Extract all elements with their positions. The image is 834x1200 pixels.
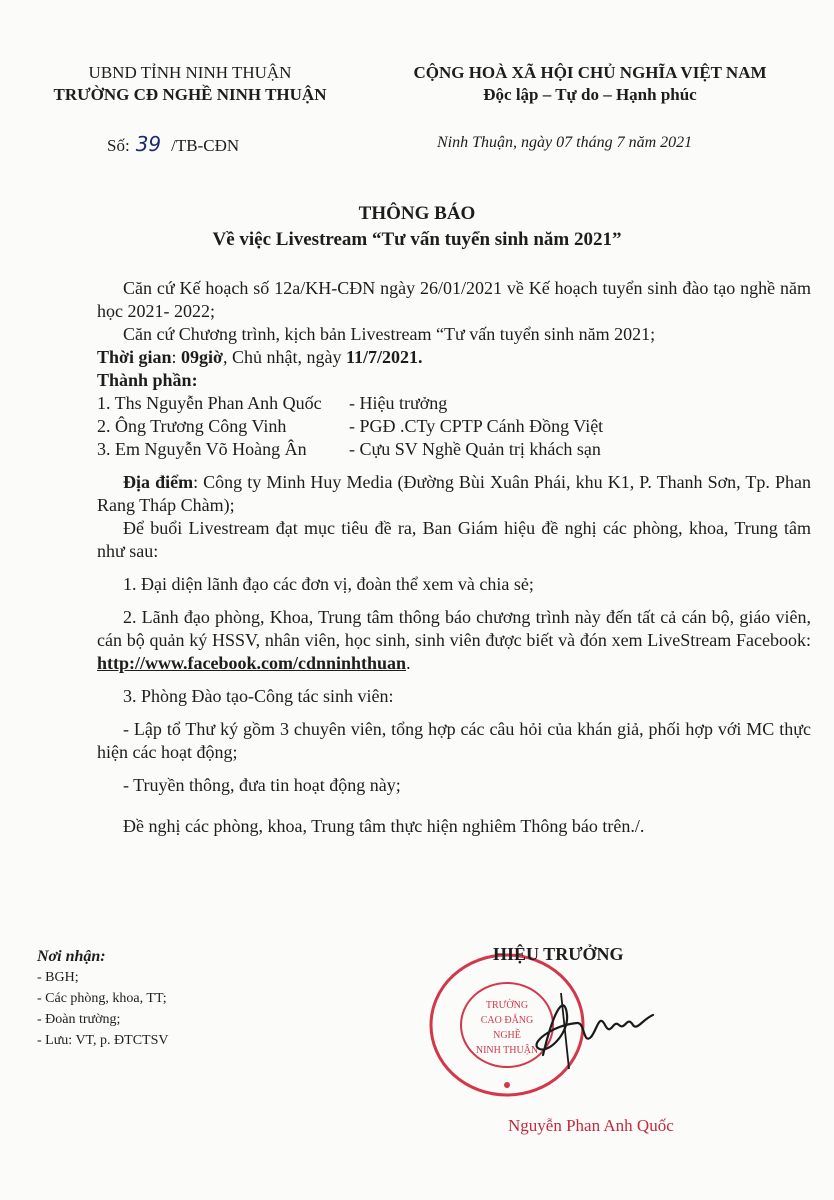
svg-text:CAO ĐẲNG: CAO ĐẲNG bbox=[480, 1015, 534, 1026]
participant-row bbox=[97, 438, 811, 461]
signer-title: HIỆU TRƯỞNG bbox=[493, 944, 624, 964]
time-day: , Chủ nhật, ngày bbox=[222, 347, 346, 367]
paragraph-basis-plan: Căn cứ Kế hoạch số 12a/KH-CĐN ngày 26/01/2021 về Kế hoạch tuyển sinh đào tạo nghề năm học 2021- 2022; bbox=[97, 278, 811, 321]
time-date: 11/7/2021. bbox=[345, 347, 423, 367]
participant-name: 2. Ông Trương Công Vinh bbox=[97, 416, 287, 436]
document-subtitle: Về việc Livestream “Tư vấn tuyển sinh năm 2021” bbox=[212, 229, 622, 250]
recipient-item: - BGH; bbox=[37, 970, 79, 985]
recipients-block bbox=[37, 946, 169, 1051]
document-number bbox=[107, 132, 239, 156]
paragraph-time bbox=[97, 346, 811, 369]
item2-text: 2. Lãnh đạo phòng, Khoa, Trung tâm thông báo chương trình này đến tất cả cán bộ, giáo viên, cán bộ quản ký HSSV, nhân viên, học sinh, sinh viên được biết và đón xem LiveStream Facebook: bbox=[97, 607, 811, 650]
location-text: : Công ty Minh Huy Media (Đường Bùi Xuân Phái, khu K1, P. Thanh Sơn, Tp. Phan Rang Tháp Chàm); bbox=[97, 472, 811, 515]
signer-name: Nguyễn Phan Anh Quốc bbox=[508, 1116, 674, 1135]
list-item-3b: - Truyền thông, đưa tin hoạt động này; bbox=[123, 775, 401, 795]
list-item-1: 1. Đại diện lãnh đạo các đơn vị, đoàn thể xem và chia sẻ; bbox=[123, 574, 534, 594]
document-date: Ninh Thuận, ngày 07 tháng 7 năm 2021 bbox=[437, 134, 693, 151]
paragraph-location bbox=[97, 471, 811, 517]
number-suffix: /TB-CĐN bbox=[171, 136, 240, 155]
issuer-province: UBND TỈNH NINH THUẬN bbox=[88, 63, 292, 82]
document-body bbox=[97, 277, 811, 838]
svg-text:NGHỀ: NGHỀ bbox=[493, 1030, 521, 1041]
number-prefix: Số: bbox=[107, 136, 130, 155]
handwritten-signature bbox=[525, 985, 665, 1075]
national-motto-block bbox=[370, 62, 810, 106]
participant-name: 1. Ths Nguyễn Phan Anh Quốc bbox=[97, 393, 322, 413]
participant-name: 3. Em Nguyễn Võ Hoàng Ân bbox=[97, 439, 307, 459]
list-item-3a: - Lập tổ Thư ký gồm 3 chuyên viên, tổng hợp các câu hỏi của khán giả, phối hợp với MC thực hiện các hoạt động; bbox=[97, 719, 811, 762]
participant-role: - Cựu SV Nghề Quản trị khách sạn bbox=[349, 439, 601, 459]
closing-paragraph: Đề nghị các phòng, khoa, Trung tâm thực hiện nghiêm Thông báo trên./. bbox=[123, 816, 645, 836]
list-item-2 bbox=[97, 606, 811, 675]
svg-text:TRƯỜNG: TRƯỜNG bbox=[485, 1000, 529, 1011]
issuer-school: TRƯỜNG CĐ NGHỀ NINH THUẬN bbox=[53, 85, 327, 104]
time-label: Thời gian bbox=[97, 347, 172, 367]
participant-row bbox=[97, 415, 811, 438]
participant-role: - PGĐ .CTy CPTP Cánh Đồng Việt bbox=[349, 416, 604, 436]
svg-text:NINH THUẬN: NINH THUẬN bbox=[475, 1045, 539, 1056]
facebook-link[interactable]: http://www.facebook.com/cdnninhthuan bbox=[97, 653, 407, 673]
participants-label: Thành phần: bbox=[97, 370, 198, 390]
recipient-item: - Đoàn trường; bbox=[37, 1012, 121, 1027]
time-sep: : bbox=[171, 347, 182, 367]
recipients-heading: Nơi nhận: bbox=[37, 948, 106, 965]
nation-title: CỘNG HOÀ XÃ HỘI CHỦ NGHĨA VIỆT NAM bbox=[413, 63, 767, 82]
item2-end: . bbox=[406, 653, 411, 673]
recipient-item: - Các phòng, khoa, TT; bbox=[37, 991, 167, 1006]
participant-row bbox=[97, 392, 811, 415]
location-label: Địa điểm bbox=[123, 472, 194, 492]
participant-role: - Hiệu trưởng bbox=[349, 393, 448, 413]
document-title: THÔNG BÁO bbox=[358, 203, 476, 224]
recipient-item: - Lưu: VT, p. ĐTCTSV bbox=[37, 1033, 169, 1048]
number-handwritten: 39 bbox=[135, 132, 162, 156]
time-hour: 09giờ bbox=[181, 347, 223, 367]
issuer-block bbox=[20, 62, 360, 106]
paragraph-goal: Để buổi Livestream đạt mục tiêu đề ra, Ban Giám hiệu đề nghị các phòng, khoa, Trung tâm như sau: bbox=[97, 518, 811, 561]
nation-motto: Độc lập – Tự do – Hạnh phúc bbox=[483, 85, 697, 104]
list-item-3: 3. Phòng Đào tạo-Công tác sinh viên: bbox=[123, 686, 394, 706]
paragraph-basis-program: Căn cứ Chương trình, kịch bản Livestream “Tư vấn tuyển sinh năm 2021; bbox=[123, 324, 656, 344]
